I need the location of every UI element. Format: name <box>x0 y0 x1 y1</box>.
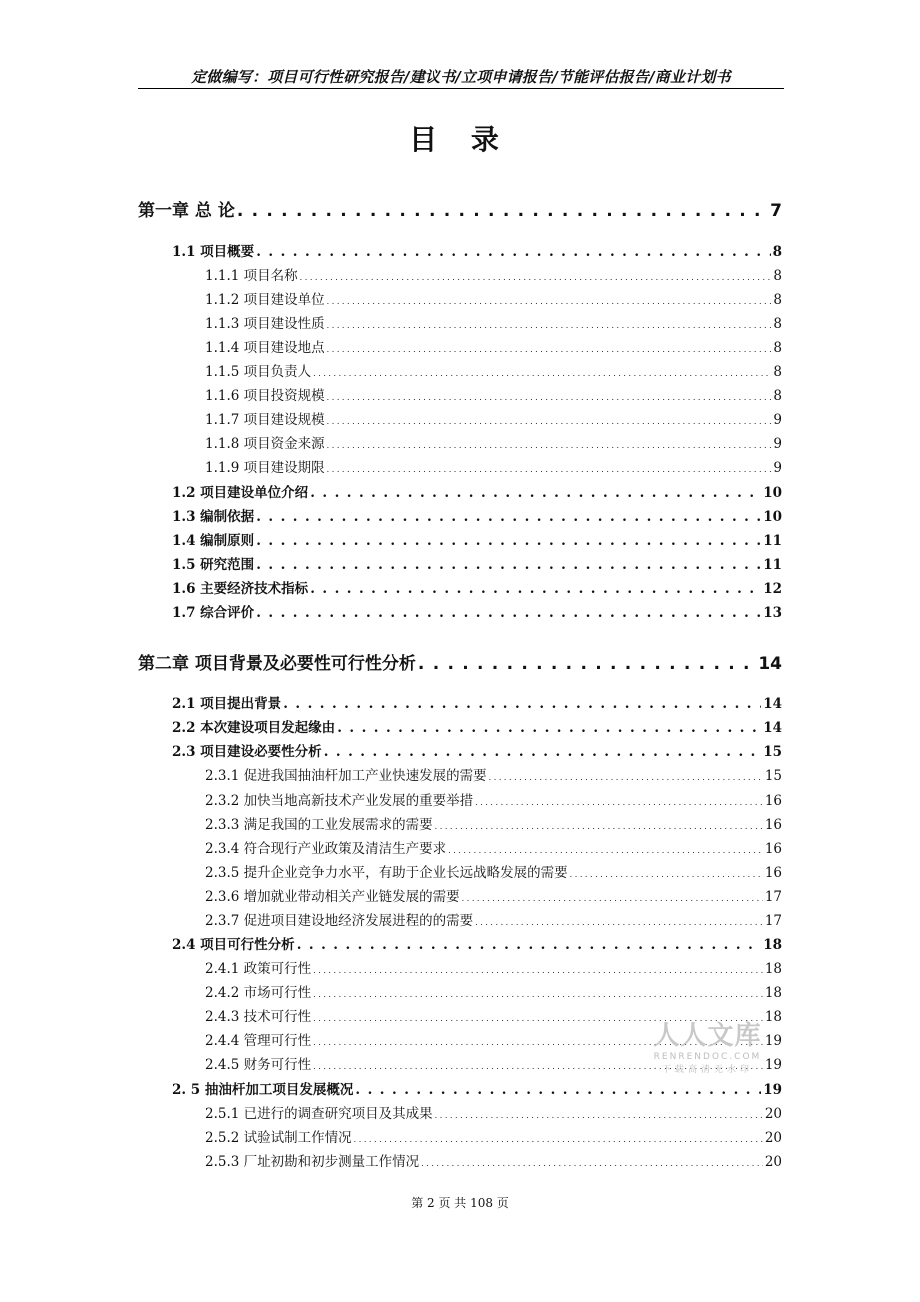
toc-entry-page-number: 14 <box>763 720 782 736</box>
toc-entry[interactable] <box>138 649 782 674</box>
toc-entry[interactable] <box>138 196 782 221</box>
toc-entry-page-number: 18 <box>764 961 782 977</box>
toc-entry-title: 2.3.7 促进项目建设地经济发展进程的的需要 <box>205 913 474 929</box>
toc-entry[interactable] <box>205 264 782 284</box>
toc-leader-dots <box>237 201 768 221</box>
toc-entry-title: 1.1.6 项目投资规模 <box>205 388 325 404</box>
toc-leader-dots <box>313 966 763 975</box>
toc-leader-dots <box>256 605 761 621</box>
toc-entry-page-number: 14 <box>763 696 782 712</box>
toc-entry-title: 2.5.1 已进行的调查研究项目及其成果 <box>205 1106 433 1122</box>
toc-entry[interactable] <box>172 553 782 573</box>
toc-entry-title: 2.4.3 技术可行性 <box>205 1009 312 1025</box>
toc-entry-page-number: 19 <box>764 1057 782 1073</box>
toc-leader-dots <box>418 654 756 674</box>
toc-leader-dots <box>327 465 772 474</box>
toc-entry[interactable] <box>172 481 782 501</box>
toc-entry[interactable] <box>205 837 782 857</box>
toc-entry[interactable] <box>205 1102 782 1122</box>
toc-leader-dots <box>448 846 763 855</box>
toc-entry-page-number: 8 <box>772 244 782 260</box>
toc-entry[interactable] <box>172 505 782 525</box>
toc-entry-page-number: 8 <box>773 316 782 332</box>
toc-entry[interactable] <box>205 981 782 1001</box>
toc-entry-page-number: 8 <box>773 292 782 308</box>
toc-leader-dots <box>327 417 772 426</box>
toc-entry-title: 2.3.5 提升企业竞争力水平，有助于企业长远战略发展的需要 <box>205 865 568 881</box>
toc-entry-title: 1.2 项目建设单位介绍 <box>172 485 309 501</box>
toc-entry[interactable] <box>205 312 782 332</box>
toc-entry-title: 2.4.2 市场可行性 <box>205 985 312 1001</box>
toc-leader-dots <box>256 533 761 549</box>
toc-entry-page-number: 14 <box>758 654 782 674</box>
toc-entry[interactable] <box>205 360 782 380</box>
toc-entry-title: 2.3.2 加快当地高新技术产业发展的重要举措 <box>205 793 474 809</box>
toc-leader-dots <box>327 393 772 402</box>
watermark-site: RENRENDOC.COM <box>653 1052 762 1062</box>
toc-entry-page-number: 8 <box>773 364 782 380</box>
toc-entry-page-number: 19 <box>764 1033 782 1049</box>
toc-entry-page-number: 18 <box>764 985 782 1001</box>
toc-leader-dots <box>462 894 763 903</box>
toc-entry[interactable] <box>205 861 782 881</box>
toc-entry[interactable] <box>172 529 782 549</box>
toc-entry-title: 1.1.4 项目建设地点 <box>205 340 325 356</box>
toc-entry-page-number: 10 <box>763 485 782 501</box>
toc-entry[interactable] <box>205 432 782 452</box>
toc-entry-title: 第二章 项目背景及必要性可行性分析 <box>138 654 416 674</box>
toc-entry-page-number: 15 <box>763 744 782 760</box>
toc-entry[interactable] <box>205 384 782 404</box>
toc-entry[interactable] <box>205 957 782 977</box>
page-title: 目 录 <box>409 123 511 156</box>
toc-entry-page-number: 17 <box>764 913 782 929</box>
toc-entry-page-number: 20 <box>764 1130 782 1146</box>
toc-entry[interactable] <box>172 692 782 712</box>
toc-entry-title: 2.5.2 试验试制工作情况 <box>205 1130 352 1146</box>
watermark-logo-text: 人人文库 <box>653 1021 762 1051</box>
toc-entry-page-number: 13 <box>763 605 782 621</box>
toc-entry-page-number: 16 <box>764 793 782 809</box>
toc-leader-dots <box>310 581 761 597</box>
toc-leader-dots <box>313 990 763 999</box>
toc-leader-dots <box>327 321 772 330</box>
toc-entry-title: 2.3.6 增加就业带动相关产业链发展的需要 <box>205 889 460 905</box>
toc-entry-title: 第一章 总 论 <box>138 201 235 221</box>
toc-entry-page-number: 8 <box>773 268 782 284</box>
toc-entry-page-number: 20 <box>764 1106 782 1122</box>
toc-leader-dots <box>435 822 763 831</box>
toc-entry[interactable] <box>205 1150 782 1170</box>
watermark <box>640 1015 775 1075</box>
watermark-tagline: 下载高清无水印 <box>661 1065 753 1075</box>
toc-entry-page-number: 20 <box>764 1154 782 1170</box>
toc-entry-page-number: 9 <box>773 436 782 452</box>
toc-entry-title: 1.4 编制原则 <box>172 533 255 549</box>
toc-leader-dots <box>355 1082 761 1098</box>
toc-leader-dots <box>300 273 772 282</box>
toc-entry-title: 2.1 项目提出背景 <box>172 696 282 712</box>
toc-entry-title: 1.5 研究范围 <box>172 557 255 573</box>
toc-entry-title: 2.3 项目建设必要性分析 <box>172 744 322 760</box>
toc-leader-dots <box>310 485 761 501</box>
toc-entry-page-number: 11 <box>763 557 782 573</box>
toc-entry-page-number: 16 <box>764 841 782 857</box>
toc-leader-dots <box>324 744 762 760</box>
toc-entry-title: 1.7 综合评价 <box>172 605 255 621</box>
toc-entry-page-number: 10 <box>763 509 782 525</box>
toc-entry-title: 2.3.1 促进我国抽油杆加工产业快速发展的需要 <box>205 768 487 784</box>
toc-entry[interactable] <box>172 240 782 260</box>
toc-entry[interactable] <box>205 813 782 833</box>
toc-entry[interactable] <box>205 288 782 308</box>
toc-entry[interactable] <box>205 336 782 356</box>
toc-leader-dots <box>256 509 761 525</box>
toc-leader-dots <box>297 937 762 953</box>
toc-leader-dots <box>256 244 770 260</box>
toc-entry-title: 1.1.8 项目资金来源 <box>205 436 325 452</box>
toc-entry[interactable] <box>205 885 782 905</box>
toc-entry-title: 1.3 编制依据 <box>172 509 255 525</box>
toc-leader-dots <box>475 918 763 927</box>
toc-entry-title: 1.6 主要经济技术指标 <box>172 581 309 597</box>
toc-entry[interactable] <box>172 577 782 597</box>
toc-entry[interactable] <box>205 456 782 476</box>
toc-entry-page-number: 11 <box>763 533 782 549</box>
toc-entry-title: 1.1.3 项目建设性质 <box>205 316 325 332</box>
toc-entry-title: 2.4 项目可行性分析 <box>172 937 295 953</box>
page-footer: 第 2 页 共 108 页 <box>411 1196 509 1210</box>
toc-entry[interactable] <box>172 1078 782 1098</box>
toc-entry[interactable] <box>205 909 782 929</box>
toc-leader-dots <box>354 1135 763 1144</box>
toc-entry-page-number: 18 <box>763 937 782 953</box>
toc-leader-dots <box>313 369 771 378</box>
toc-entry-title: 2. 5 抽油杆加工项目发展概况 <box>172 1082 354 1098</box>
toc-entry[interactable] <box>205 764 782 784</box>
toc-leader-dots <box>327 297 772 306</box>
toc-leader-dots <box>489 773 763 782</box>
toc-leader-dots <box>337 720 761 736</box>
toc-entry-title: 1.1.1 项目名称 <box>205 268 298 284</box>
toc-leader-dots <box>283 696 761 712</box>
toc-entry-page-number: 9 <box>773 460 782 476</box>
toc-entry-page-number: 19 <box>763 1082 782 1098</box>
toc-entry-title: 1.1.5 项目负责人 <box>205 364 312 380</box>
toc-entry-page-number: 8 <box>773 388 782 404</box>
toc-entry-title: 2.3.4 符合现行产业政策及清洁生产要求 <box>205 841 447 857</box>
toc-leader-dots <box>327 441 772 450</box>
toc-entry-page-number: 16 <box>764 865 782 881</box>
toc-entry[interactable] <box>172 740 782 760</box>
toc-entry[interactable] <box>172 716 782 736</box>
toc-entry-title: 1.1.7 项目建设规模 <box>205 412 325 428</box>
toc-leader-dots <box>475 798 763 807</box>
toc-leader-dots <box>421 1159 763 1168</box>
toc-entry-page-number: 9 <box>773 412 782 428</box>
header-rule <box>138 88 784 89</box>
toc-leader-dots <box>435 1111 763 1120</box>
toc-entry-title: 1.1.2 项目建设单位 <box>205 292 325 308</box>
toc-entry-page-number: 15 <box>764 768 782 784</box>
toc-entry-title: 2.2 本次建设项目发起缘由 <box>172 720 336 736</box>
toc-entry-title: 2.3.3 满足我国的工业发展需求的需要 <box>205 817 433 833</box>
toc-entry[interactable] <box>172 601 782 621</box>
toc-entry-page-number: 7 <box>770 201 782 221</box>
toc-entry[interactable] <box>205 789 782 809</box>
toc-entry[interactable] <box>205 408 782 428</box>
toc-entry-title: 2.4.4 管理可行性 <box>205 1033 312 1049</box>
toc-entry-title: 1.1 项目概要 <box>172 244 255 260</box>
toc-entry-title: 2.5.3 厂址初勘和初步测量工作情况 <box>205 1154 420 1170</box>
toc-leader-dots <box>327 345 772 354</box>
toc-entry[interactable] <box>172 933 782 953</box>
toc-entry-title: 2.4.5 财务可行性 <box>205 1057 312 1073</box>
toc-leader-dots <box>256 557 761 573</box>
toc-entry-page-number: 16 <box>764 817 782 833</box>
toc-entry-title: 2.4.1 政策可行性 <box>205 961 312 977</box>
document-header: 定做编写：项目可行性研究报告/建议书/立项申请报告/节能评估报告/商业计划书 <box>191 68 731 86</box>
toc-leader-dots <box>570 870 763 879</box>
toc-entry[interactable] <box>205 1126 782 1146</box>
toc-entry-title: 1.1.9 项目建设期限 <box>205 460 325 476</box>
toc-entry-page-number: 18 <box>764 1009 782 1025</box>
toc-entry-page-number: 8 <box>773 340 782 356</box>
toc-entry-page-number: 17 <box>764 889 782 905</box>
toc-entry-page-number: 12 <box>763 581 782 597</box>
